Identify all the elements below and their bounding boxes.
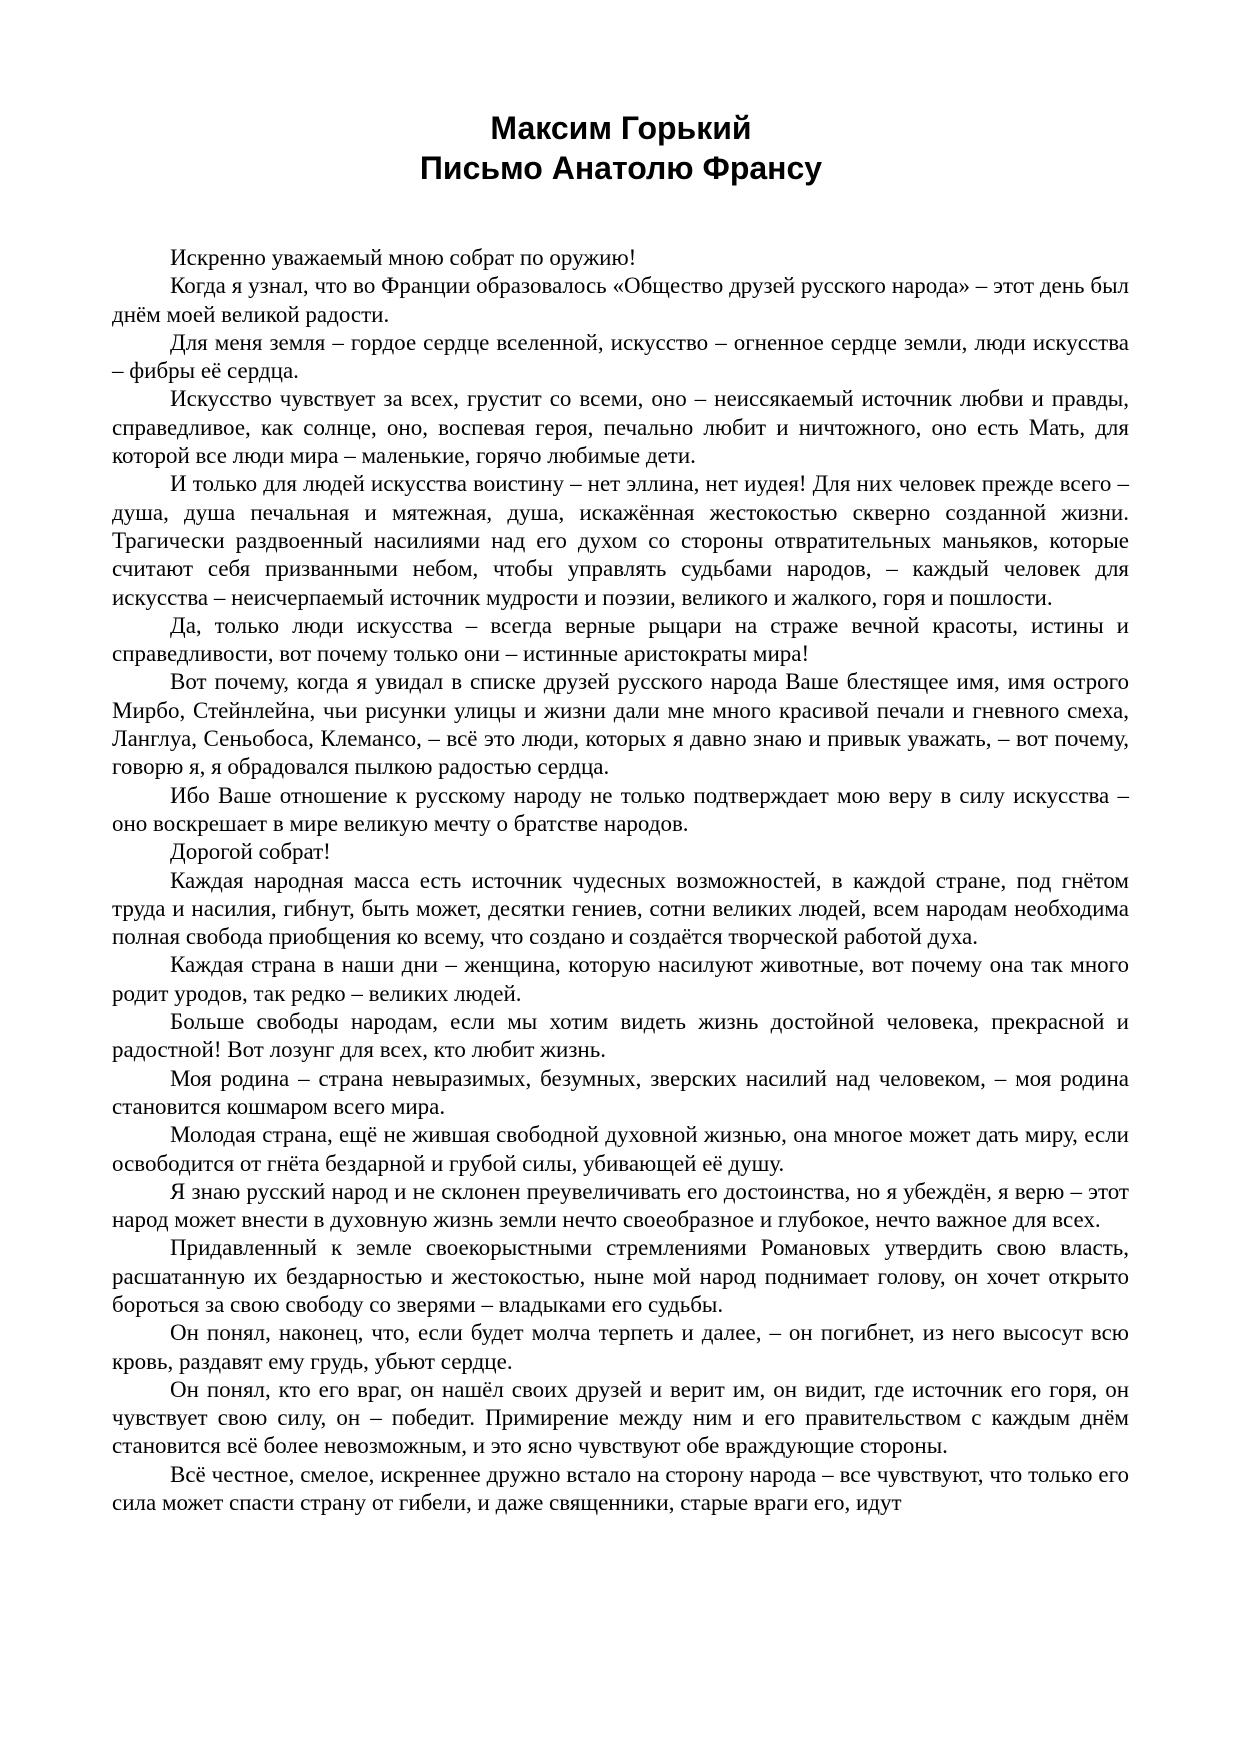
title-block [0,108,1242,188]
paragraph: Придавленный к земле своекорыстными стремлениями Романовых утвердить свою власть, расшатанную их бездарностью и жестокостью, ныне мой народ поднимает голову, он хочет открыто бороться за свою свободу со зверями – владыками его судьбы. [112,1235,1129,1317]
paragraph: Больше свободы народам, если мы хотим видеть жизнь достойной человека, прекрасной и радостной! Вот лозунг для всех, кто любит жизнь. [112,1009,1129,1063]
paragraph: Каждая народная масса есть источник чудесных возможностей, в каждой стране, под гнётом труда и насилия, гибнут, быть может, десятки гениев, сотни великих людей, всем народам необходима полная свобода приобщения ко всему, что создано и создаётся творческой работой духа. [112,867,1129,950]
paragraph: Искренно уважаемый мною собрат по оружию! [170,245,637,270]
paragraph: Для меня земля – гордое сердце вселенной, искусство – огненное сердце земли, люди искусства – фибры её сердца. [112,329,1129,384]
paragraph: Дорогой собрат! [170,839,331,865]
letter-body [112,244,1129,1517]
paragraph: Когда я узнал, что во Франции образовалось «Общество друзей русского народа» – этот день был днём моей великой радости. [112,273,1129,327]
paragraph: Он понял, кто его враг, он нашёл своих друзей и верит им, он видит, где источник его горя, он чувствует свою силу, он – победит. Примирение между ним и его правительством с каждым днём становится всё более невозможным, и это ясно чувствуют обе враждующие стороны. [112,1376,1129,1459]
paragraph: Да, только люди искусства – всегда верные рыцари на страже вечной красоты, истины и справедливости, вот почему только они – истинные аристократы мира! [112,612,1129,667]
paragraph: Молодая страна, ещё не жившая свободной духовной жизнью, она многое может дать миру, если освободится от гнёта бездарной и грубой силы, убивающей её душу. [112,1122,1129,1176]
paragraph: Каждая страна в наши дни – женщина, которую насилуют животные, вот почему она так много родит уродов, так редко – великих людей. [112,952,1129,1006]
author-name: Максим Горький [490,110,752,146]
paragraph: Вот почему, когда я увидал в списке друзей русского народа Ваше блестящее имя, имя острого Мирбо, Стейнлейна, чьи рисунки улицы и жизни дали мне много красивой печали и гневного смеха, Ланглуа, Сеньобоса, Клемансо, – всё это люди, которых я давно знаю и привык уважать, – вот почему, говорю я, я обрадовался пылкою радостью сердца. [112,669,1129,780]
paragraph: И только для людей искусства воистину – нет эллина, нет иудея! Для них человек прежде всего – душа, душа печальная и мятежная, душа, искажённая жестокостью скверно созданной жизни. Трагически раздвоенный насилиями над его духом со стороны отвратительных маньяков, которые считают себя призванными небом, чтобы управлять судьбами народов, – каждый человек для искусства – неисчерпаемый источник мудрости и поэзии, великого и жалкого, горя и пошлости. [112,471,1129,610]
paragraph: Моя родина – страна невыразимых, безумных, зверских насилий над человеком, – моя родина становится кошмаром всего мира. [112,1065,1129,1119]
paragraph: Ибо Ваше отношение к русскому народу не только подтверждает мою веру в силу искусства – оно воскрешает в мире великую мечту о братстве народов. [112,782,1129,836]
paragraph: Я знаю русский народ и не склонен преувеличивать его достоинства, но я убеждён, я верю – этот народ может внести в духовную жизнь земли нечто своеобразное и глубокое, нечто важное для всех. [112,1178,1129,1233]
paragraph: Всё честное, смелое, искреннее дружно встало на сторону народа – все чувствуют, что только его сила может спасти страну от гибели, и даже священники, старые враги его, идут [112,1461,1129,1516]
paragraph: Он понял, наконец, что, если будет молча терпеть и далее, – он погибнет, из него высосут всю кровь, раздавят ему грудь, убьют сердце. [112,1320,1129,1374]
paragraph: Искусство чувствует за всех, грустит со всеми, оно – неиссякаемый источник любви и правды, справедливое, как солнце, оно, воспевая героя, печально любит и ничтожного, оно есть Мать, для которой все люди мира – маленькие, горячо любимые дети. [112,386,1129,469]
document-title: Письмо Анатолю Франсу [419,150,823,186]
